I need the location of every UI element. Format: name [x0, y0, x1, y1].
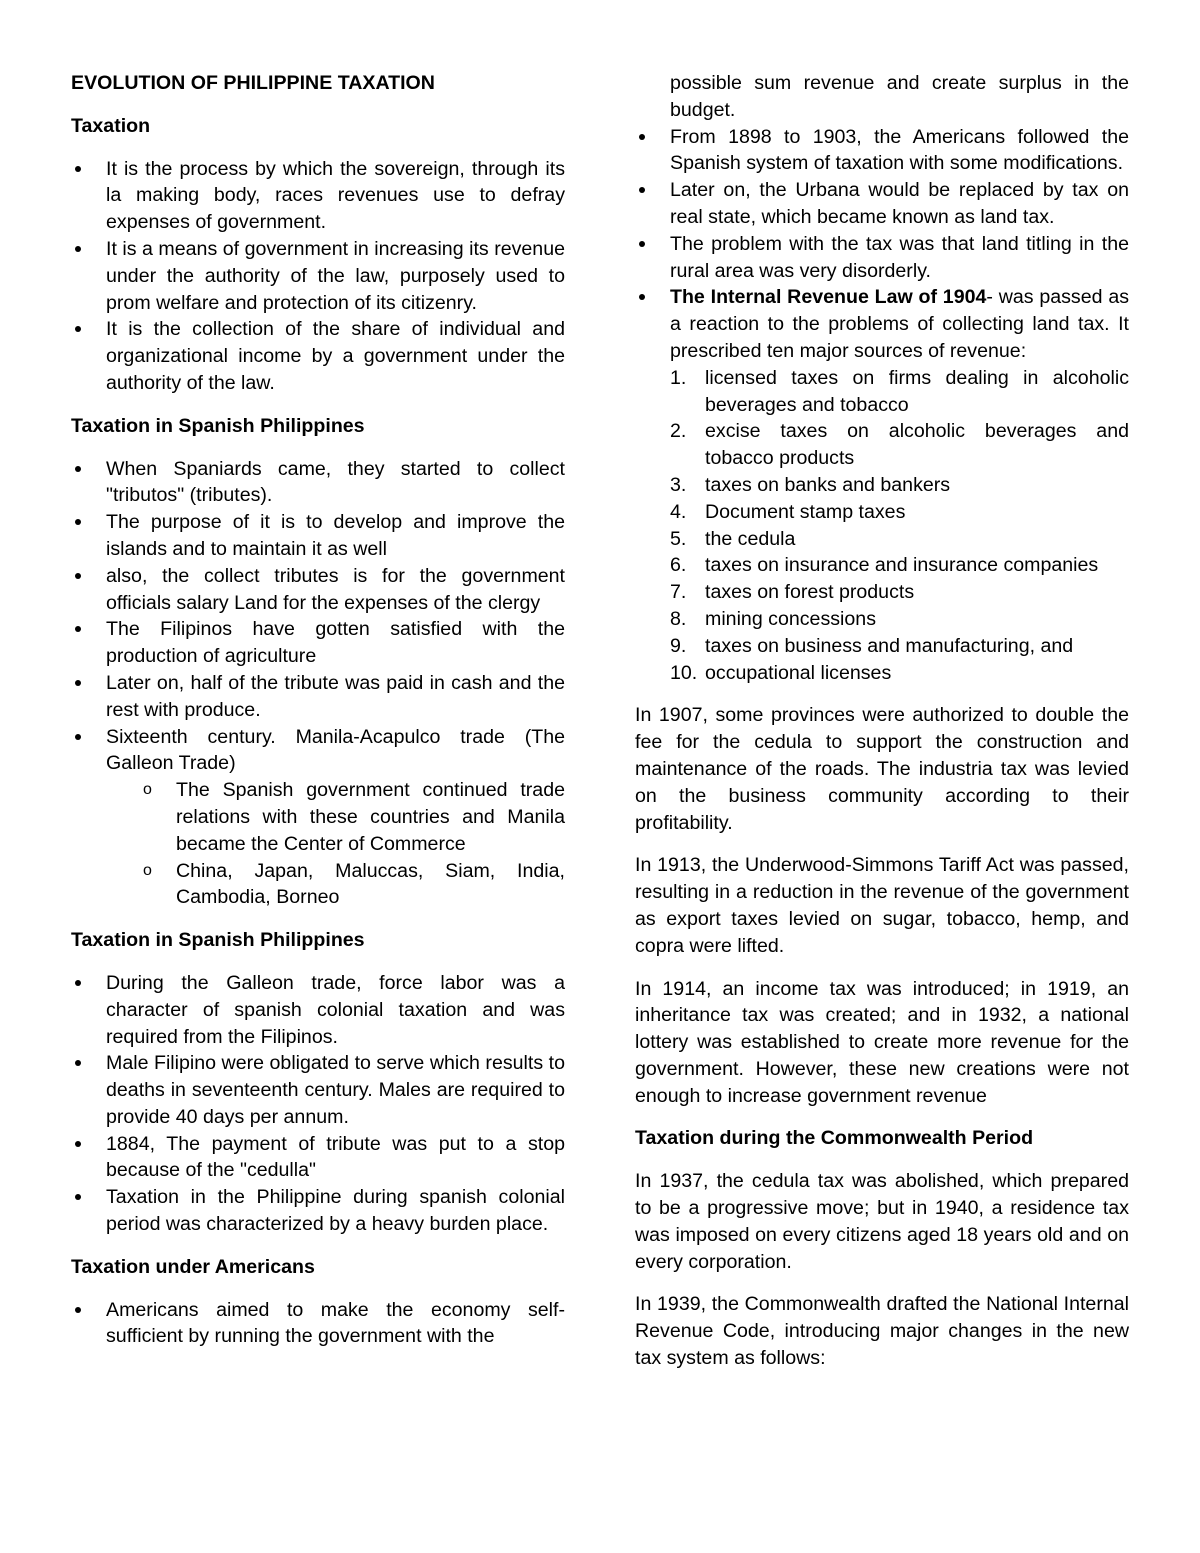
list-item-text: licensed taxes on firms dealing in alcoholic beverages and tobacco [705, 366, 1129, 416]
paragraph-1937: In 1937, the cedula tax was abolished, which prepared to be a progressive move; but in 1940, a residence tax was imposed on every citizens aged 18 years old and on every corporation. [635, 1170, 1129, 1273]
list-item-text: the cedula [705, 527, 796, 550]
list-item: During the Galleon trade, force labor was a character of spanish colonial taxation and was required from the Filipinos. [71, 970, 565, 1050]
list-item: It is the collection of the share of individual and organizational income by a government under the authority of the law. [71, 316, 565, 396]
list-item [670, 472, 1129, 499]
list-item [670, 633, 1129, 660]
paragraph-1907: In 1907, some provinces were authorized to double the fee for the cedula to support the construction and maintenance of the roads. The industria tax was levied on the business community according to their profitability. [635, 704, 1129, 834]
left-column [71, 70, 565, 1366]
section-heading-spanish-1: Taxation in Spanish Philippines [71, 414, 365, 437]
list-item [670, 365, 1129, 419]
list-item-text: taxes on banks and bankers [705, 473, 951, 496]
list-item-text: taxes on insurance and insurance companies [705, 554, 1099, 577]
list-number: 10. [670, 661, 698, 684]
list-item [670, 606, 1129, 633]
list-item: It is a means of government in increasing its revenue under the authority of the law, purposely used to prom welfare and protection of its citizenry. [71, 236, 565, 316]
sub-list-item: o China, Japan, Maluccas, Siam, India, Cambodia, Borneo [141, 858, 565, 912]
section-heading-spanish-2: Taxation in Spanish Philippines [71, 929, 365, 952]
americans-bullet-list-start [71, 1297, 565, 1351]
revenue-sources-list [635, 365, 1129, 687]
list-number: 5. [670, 527, 687, 550]
right-column [635, 70, 1129, 1388]
list-item-text: Sixteenth century. Manila-Acapulco trade (The Galleon Trade) [106, 725, 565, 775]
list-item-text: mining concessions [705, 607, 876, 630]
list-item: The problem with the tax was that land titling in the rural area was very disorderly. [635, 231, 1129, 285]
list-item-continuation: possible sum revenue and create surplus in the budget. [670, 72, 1129, 121]
list-item [670, 499, 1129, 526]
section-heading-americans: Taxation under Americans [71, 1255, 315, 1278]
galleon-sub-list [106, 777, 565, 911]
list-item-text: occupational licenses [705, 661, 892, 684]
list-item: Later on, the Urbana would be replaced by tax on real state, which became known as land tax. [635, 177, 1129, 231]
internal-revenue-law-title: The Internal Revenue Law of 1904 [670, 286, 987, 309]
list-item-text: taxes on business and manufacturing, and [705, 634, 1074, 657]
list-number: 1. [670, 366, 687, 389]
list-item [670, 660, 1129, 687]
paragraph-1914: In 1914, an income tax was introduced; in 1919, an inheritance tax was created; and in 1932, a national lottery was established to create more revenue for the government. However, these new creations were not enough to increase government revenue [635, 977, 1129, 1107]
list-item: Americans aimed to make the economy self-sufficient by running the government with the [71, 1297, 565, 1351]
list-number: 3. [670, 473, 687, 496]
section-heading-commonwealth: Taxation during the Commonwealth Period [635, 1127, 1034, 1150]
section-heading-taxation: Taxation [71, 114, 151, 137]
list-item: Taxation in the Philippine during spanish colonial period was characterized by a heavy burden place. [71, 1184, 565, 1238]
list-number: 4. [670, 500, 687, 523]
list-item [670, 552, 1129, 579]
list-item [670, 526, 1129, 553]
list-item-internal-revenue-law [635, 284, 1129, 364]
list-item [670, 579, 1129, 606]
spanish-bullet-list-1 [71, 456, 565, 912]
list-item [670, 418, 1129, 472]
americans-bullet-list [635, 124, 1129, 365]
list-item-text: taxes on forest products [705, 581, 915, 604]
list-item: 1884, The payment of tribute was put to a stop because of the "cedulla" [71, 1131, 565, 1185]
paragraph-1939: In 1939, the Commonwealth drafted the National Internal Revenue Code, introducing major changes in the new tax system as follows: [635, 1293, 1129, 1370]
list-item: Male Filipino were obligated to serve which results to deaths in seventeenth century. Males are required to provide 40 days per annum. [71, 1050, 565, 1130]
list-item: The Filipinos have gotten satisfied with the production of agriculture [71, 616, 565, 670]
document-title: EVOLUTION OF PHILIPPINE TAXATION [71, 72, 435, 94]
list-item: When Spaniards came, they started to collect "tributos" (tributes). [71, 456, 565, 510]
list-item: also, the collect tributes is for the government officials salary Land for the expenses of the clergy [71, 563, 565, 617]
list-number: 7. [670, 581, 687, 604]
list-number: 6. [670, 554, 687, 577]
list-number: 9. [670, 634, 687, 657]
list-item: It is the process by which the sovereign, through its la making body, races revenues use to defray expenses of government. [71, 156, 565, 236]
list-item: Later on, half of the tribute was paid in cash and the rest with produce. [71, 670, 565, 724]
list-number: 8. [670, 607, 687, 630]
list-item-text: Document stamp taxes [705, 500, 906, 523]
internal-revenue-law-text: - was passed as a reaction to the problems of collecting land tax. It prescribed ten major sources of revenue: [670, 286, 1130, 362]
list-item: From 1898 to 1903, the Americans followed the Spanish system of taxation with some modifications. [635, 124, 1129, 178]
list-item-text: excise taxes on alcoholic beverages and tobacco products [705, 420, 1129, 470]
list-item: The purpose of it is to develop and improve the islands and to maintain it as well [71, 509, 565, 563]
list-number: 2. [670, 420, 687, 443]
list-item-galleon [71, 724, 565, 912]
taxation-bullet-list [71, 156, 565, 397]
sub-list-item: o The Spanish government continued trade relations with these countries and Manila became the Center of Commerce [141, 777, 565, 857]
paragraph-1913: In 1913, the Underwood-Simmons Tariff Act was passed, resulting in a reduction in the revenue of the government as export taxes levied on sugar, tobacco, hemp, and copra were lifted. [635, 854, 1129, 957]
spanish-bullet-list-2 [71, 970, 565, 1238]
